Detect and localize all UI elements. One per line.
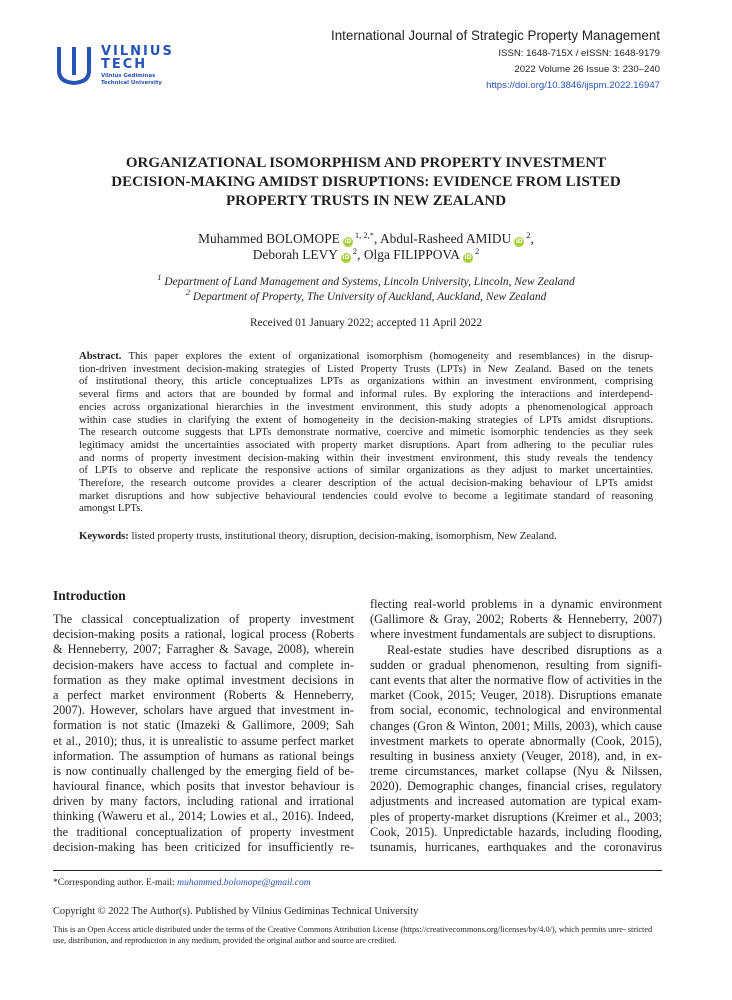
body-line: decision-making has been criticized for insufficiently re-: [53, 839, 354, 854]
issn: ISSN: 1648-715X / eISSN: 1648-9179: [498, 48, 660, 59]
keywords-label: Keywords:: [79, 530, 129, 542]
abstract-line: Abstract. This paper explores the extent of organizational isomorphism (homogeneity and resemblances) in the disrup-: [79, 350, 653, 362]
section-heading-introduction: Introduction: [53, 588, 126, 603]
author-name: Deborah LEVY: [252, 247, 338, 262]
footnote-divider: [53, 870, 662, 871]
body-line: is now continually challenged by the emerging field of be-: [53, 763, 354, 778]
body-line: sudden or gradual phenomenon, resulting from signifi-: [370, 657, 662, 672]
abstract-line: Therefore, the research outcome provides a clearer description of the actual decision-making behaviour of LPTs amidst: [79, 477, 653, 490]
keywords: [79, 530, 653, 542]
abstract-line: encies across organizational hierarchies in the investment environment, this study adopts a phenomenological approach: [79, 400, 653, 413]
body-line: market (Cook, 2015; Veuger, 2018). Disruptions emanate: [370, 688, 662, 703]
affiliation-2: [60, 287, 672, 303]
body-line: Cook, 2015). Unpredictable hazards, including flooding,: [370, 824, 662, 839]
body-line: from social, economic, technological and environmental: [370, 703, 662, 718]
title-line: ORGANIZATIONAL ISOMORPHISM AND PROPERTY INVESTMENT: [125, 155, 607, 171]
body-line: (Gallimore & Gray, 2002; Roberts & Henneberry, 2007): [370, 612, 662, 627]
body-line: tsunamis, hurricanes, earthquakes and the coronavirus: [370, 840, 662, 854]
paper-title: [70, 154, 662, 211]
author-affil-sup: 2: [526, 230, 531, 240]
author-sep: ,: [357, 247, 364, 262]
author-sep: ,: [373, 231, 380, 246]
abstract-line: of LPTs to observe and replicate the responsive actions of similar organizations as they adjust to market uncertainties.: [79, 464, 653, 477]
body-line: a perfect market environment (Roberts & Henneberry,: [53, 687, 354, 702]
abstract-line: amongst LPTs.: [79, 502, 143, 515]
body-column-right: [370, 597, 662, 855]
affiliation-number: 2: [185, 287, 190, 297]
abstract-line: tion-driven investment decision-making strategies of Listed Property Trusts (LPTs) in New Zealand. Based on the tenets: [79, 362, 653, 375]
author-name: Olga FILIPPOVA: [363, 247, 460, 262]
body-line: driven by many factors, including rational and irrational: [53, 794, 354, 809]
orcid-icon[interactable]: iD: [464, 254, 472, 261]
license-text: This is an Open Access article distributed under the terms of the Creative Commons Attribution License (https://creativecommons.org/licenses/by/4.0/), which permits unre- stricted use, distribution, and reproduction in any medium, provided the original author and source are credited.: [53, 925, 653, 945]
authors-line-2: [60, 247, 672, 263]
abstract-line: legitimacy amidst the uncertainties associated with property market disruptions. Apart from adhering to the peculiar rules: [79, 438, 653, 451]
body-line: information. The assumption of humans as rational beings: [53, 748, 354, 763]
abstract-line: and norms of property investment decision-making within their investment environment, this study reveals the tendency: [79, 451, 653, 464]
author-sep: ,: [530, 231, 534, 246]
body-line: decision-making posits a rational, logical process (Roberts: [53, 627, 354, 642]
abstract-line: of institutional theory, this article conceptualizes LPTs as organizations within an investment environment, comprising: [79, 375, 653, 388]
affiliation-text: Department of Land Management and Systems, Lincoln University, Lincoln, New Zealand: [164, 276, 575, 288]
affiliation-text: Department of Property, The University of Auckland, Auckland, New Zealand: [192, 291, 547, 303]
abstract-line: The research outcome suggests that LPTs demonstrate normative, coercive and mimetic isomorphic tendencies as they seek: [79, 426, 653, 439]
body-line: resulting in business anxiety (Veuger, 2018), and, in ex-: [370, 748, 662, 763]
body-line: investment markets to operate abnormally (Cook, 2015),: [370, 733, 662, 748]
body-line: The classical conceptualization of property investment: [53, 612, 354, 626]
keywords-text: listed property trusts, institutional theory, disruption, decision-making, isomorphism, New Zealand.: [131, 530, 557, 542]
orcid-icon[interactable]: iD: [515, 238, 523, 245]
corresponding-author-footnote: [53, 877, 311, 888]
body-line: thinking (Waweru et al., 2014; Lowies et al., 2016). Indeed,: [53, 809, 354, 824]
logo-text-tech: TECH: [101, 57, 148, 72]
author-affil-sup: 1, 2,*: [354, 230, 374, 240]
footnote-text: *Corresponding author. E-mail:: [53, 877, 178, 888]
copyright: Copyright © 2022 The Author(s). Published by Vilnius Gediminas Technical University: [53, 906, 419, 917]
body-line: flecting real-world problems in a dynamic environment: [370, 597, 662, 611]
doi-link[interactable]: https://doi.org/10.3846/ijspm.2022.16947: [486, 80, 660, 91]
body-line: 2020). Demographic changes, financial crises, regulatory: [370, 779, 662, 794]
affiliation-1: [60, 272, 672, 288]
volume-issue: 2022 Volume 26 Issue 3: 230–240: [514, 64, 660, 75]
body-line: formation as they make optimal investment decisions in: [53, 672, 354, 687]
title-line: PROPERTY TRUSTS IN NEW ZEALAND: [225, 193, 507, 209]
logo-subtitle-1: Vilnius Gediminas: [101, 73, 156, 79]
body-line: changes (Gron & Winton, 2001; Mills, 2003), which cause: [370, 718, 662, 733]
author-affil-sup: 2: [474, 246, 480, 256]
author-affil-sup: 2: [352, 246, 358, 256]
body-column-left: [53, 612, 354, 855]
orcid-icon[interactable]: iD: [342, 254, 350, 261]
abstract-line: market disruptions and how subjective behavioural tendencies could evolve to become a legitimate standard of reasoning: [79, 489, 653, 502]
body-line: where investment fundamentals are subject to disruptions.: [370, 627, 656, 642]
author-name: Abdul-Rasheed AMIDU: [379, 231, 512, 246]
body-line: formation is not static (Imazeki & Gallimore, 2009; Sah: [53, 718, 354, 733]
abstract-line: within case studies in clarifying the extent of homogeneity in the decision-making strategies of LPTs amidst disruptions.: [79, 413, 653, 426]
logo-text-vilnius: VILNIUS: [101, 44, 174, 59]
body-line: cant events that alter the normative flow of activities in the: [370, 672, 662, 687]
body-line: et al., 2010); thus, it is unrealistic to assume perfect market: [53, 733, 354, 748]
abstract: [79, 350, 653, 515]
abstract-line: several firms and actors that are bounded by formal and informal rules. By exploring the interactions and interdepend-: [79, 388, 653, 401]
author-name: Muhammed BOLOMOPE: [198, 231, 340, 246]
author-email-link[interactable]: muhammed.bolomope@gmail.com: [177, 877, 311, 888]
body-line: & Henneberry, 2007; Farragher & Savage, 2008), wherein: [53, 642, 354, 657]
body-line: the traditional conceptualization of property investment: [53, 824, 354, 839]
body-line: Real-estate studies have described disruptions as a: [387, 642, 662, 657]
affiliation-number: 1: [157, 272, 162, 282]
body-line: havioural finance, which posits that investor behaviour is: [53, 779, 354, 794]
logo-subtitle-2: Technical University: [101, 80, 162, 86]
vilnius-tech-logo-icon: [55, 45, 93, 85]
body-line: decision-makers have access to factual and complete in-: [53, 657, 354, 672]
body-line: 2007). However, scholars have argued that investment in-: [53, 703, 354, 718]
body-line: adjustments and increased automation are typical exam-: [370, 794, 662, 809]
body-line: ples of property-market disruptions (Kreimer et al., 2003;: [370, 809, 662, 824]
journal-title: International Journal of Strategic Property Management: [331, 28, 660, 43]
body-line: treme circumstances, market collapse (Nyu & Nilssen,: [370, 764, 662, 779]
abstract-label: Abstract.: [79, 350, 122, 362]
orcid-icon[interactable]: iD: [344, 238, 352, 245]
authors-line-1: [60, 231, 672, 247]
received-dates: Received 01 January 2022; accepted 11 April 2022: [249, 317, 483, 329]
title-line: DECISION-MAKING AMIDST DISRUPTIONS: EVIDENCE FROM LISTED: [111, 174, 621, 190]
